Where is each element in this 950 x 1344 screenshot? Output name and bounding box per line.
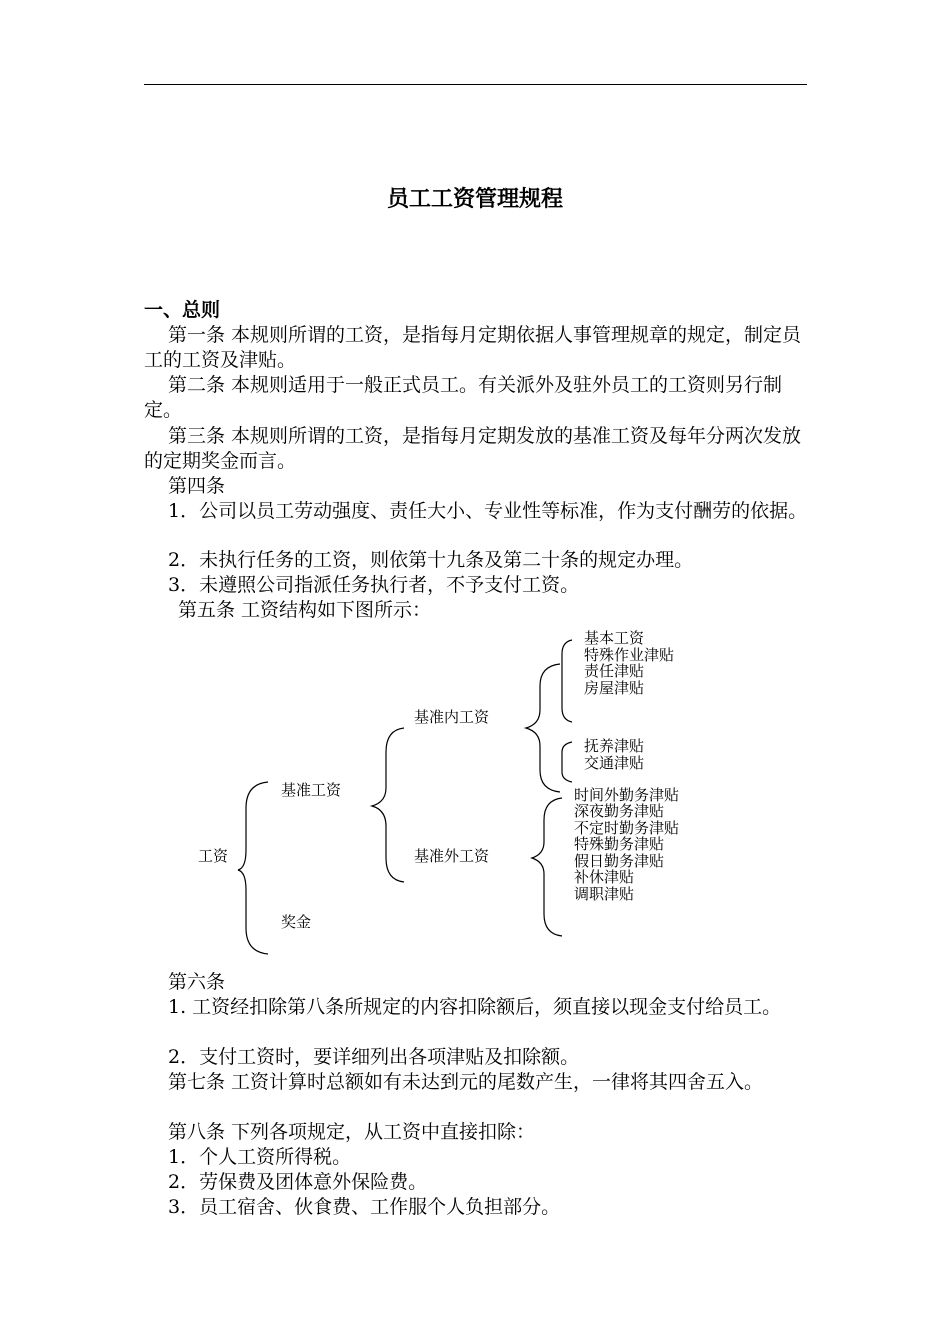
outer-item: 深夜勤务津贴 <box>574 802 665 820</box>
article-4-item-1: 1．公司以员工劳动强度、责任大小、专业性等标准，作为支付酬劳的依据。 <box>168 500 808 522</box>
outer-salary-brace <box>532 798 562 936</box>
article-8-item-2: 2．劳保费及团体意外保险费。 <box>168 1171 428 1193</box>
article-8-item-1: 1．个人工资所得税。 <box>168 1146 352 1168</box>
outer-item: 不定时勤务津贴 <box>574 819 680 837</box>
inner-salary-brace <box>526 664 560 792</box>
article-1: 第一条 本规则所谓的工资，是指每月定期依据人事管理规章的规定，制定员工的工资及津贴。 <box>144 324 802 371</box>
group-a-bracket <box>562 640 572 722</box>
node-basic-salary: 基准工资 <box>281 781 342 799</box>
article-4-item-2: 2．未执行任务的工资，则依第十九条及第二十条的规定办理。 <box>168 549 694 571</box>
group-b-bracket <box>562 742 572 782</box>
article-2: 第二条 本规则适用于一般正式员工。有关派外及驻外员工的工资则另行制定。 <box>144 374 783 421</box>
document-title: 员工工资管理规程 <box>386 186 563 212</box>
article-6-item-2: 2．支付工资时，要详细列出各项津贴及扣除额。 <box>168 1046 580 1068</box>
outer-item: 调职津贴 <box>574 885 635 903</box>
outer-item: 特殊勤务津贴 <box>574 835 665 853</box>
inner-item: 交通津贴 <box>584 754 645 772</box>
article-8-item-3: 3．员工宿舍、伙食费、工作服个人负担部分。 <box>168 1196 561 1218</box>
article-4-item-3: 3．未遵照公司指派任务执行者，不予支付工资。 <box>168 574 580 596</box>
inner-item: 责任津贴 <box>584 662 645 680</box>
article-7: 第七条 工资计算时总额如有未达到元的尾数产生，一律将其四舍五入。 <box>168 1071 764 1093</box>
outer-item: 时间外勤务津贴 <box>574 786 680 804</box>
root-brace <box>238 782 268 954</box>
inner-item: 房屋津贴 <box>584 679 645 697</box>
section-heading: 一、总则 <box>144 299 221 321</box>
inner-item: 基本工资 <box>584 629 645 647</box>
article-8: 第八条 下列各项规定，从工资中直接扣除： <box>168 1121 536 1143</box>
inner-item: 特殊作业津贴 <box>584 646 675 664</box>
article-6-item-1: 1. 工资经扣除第八条所规定的内容扣除额后，须直接以现金支付给员工。 <box>168 996 782 1018</box>
article-3: 第三条 本规则所谓的工资，是指每月定期发放的基准工资及每年分两次发放的定期奖金而言。 <box>144 425 802 472</box>
node-bonus: 奖金 <box>281 913 312 931</box>
inner-item: 抚养津贴 <box>584 737 645 755</box>
outer-item: 假日勤务津贴 <box>574 852 665 870</box>
node-salary: 工资 <box>198 847 229 865</box>
article-5: 第五条 工资结构如下图所示： <box>178 599 432 621</box>
article-6-heading: 第六条 <box>168 971 226 993</box>
basic-salary-brace <box>372 728 404 882</box>
node-inner-salary: 基准内工资 <box>414 708 490 726</box>
article-4-heading: 第四条 <box>168 475 226 497</box>
outer-item: 补休津贴 <box>574 868 635 886</box>
node-outer-salary: 基准外工资 <box>414 847 490 865</box>
